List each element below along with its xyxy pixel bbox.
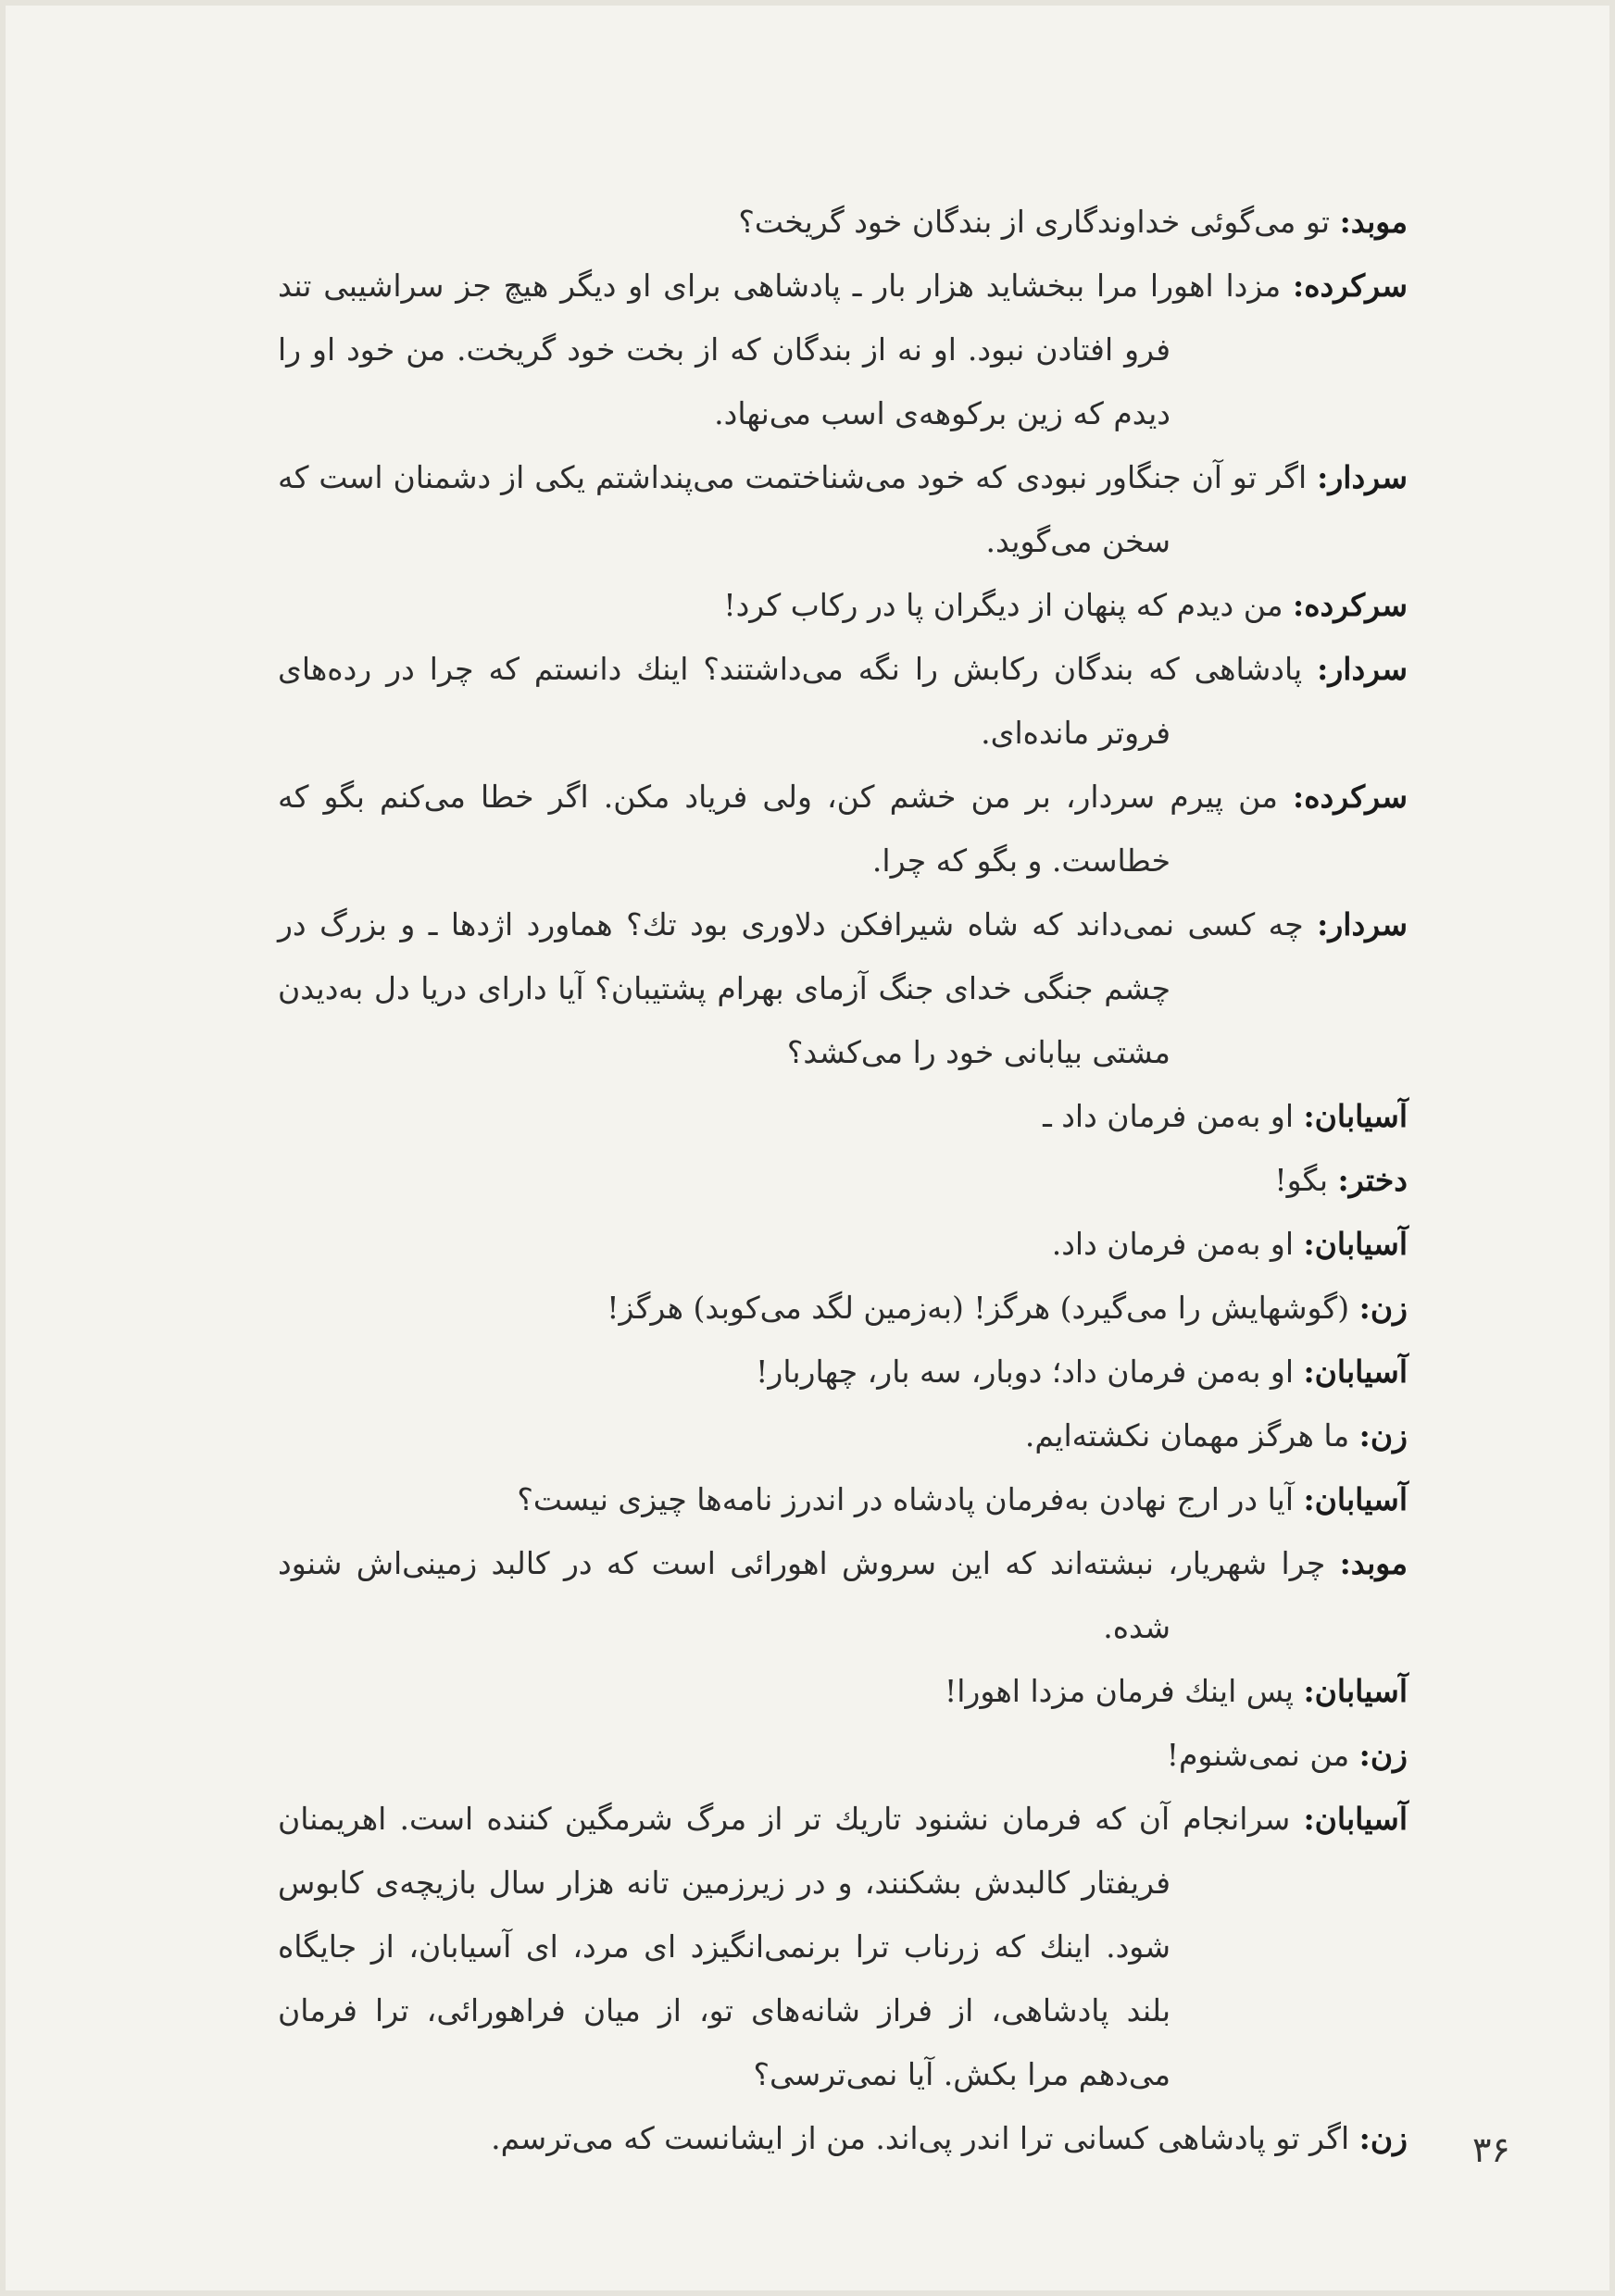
speaker-name: آسیابان:: [1303, 1098, 1408, 1134]
speaker-name: موبد:: [1339, 204, 1408, 240]
dialogue-speech: بگو!: [1274, 1162, 1329, 1198]
dialogue-line: [278, 254, 1408, 445]
dialogue-line: [278, 1148, 1408, 1212]
dialogue-line: [278, 190, 1408, 254]
speaker-name: سرکرده:: [1293, 587, 1408, 623]
dialogue-line: [278, 765, 1408, 892]
dialogue-speech: من پیرم سردار، بر من خشم کن، ولی فریاد مکن. اگر خطا می‌کنم بگو که خطاست. و بگو که چرا.: [278, 779, 1278, 879]
dialogue-speech: او به‌من فرمان داد.: [1051, 1226, 1294, 1262]
dialogue-line: [278, 1084, 1408, 1148]
dialogue-speech: مزدا اهورا مرا ببخشاید هزار بار ـ پادشاهی برای او دیگر هیچ جز سراشیبی تند فرو افتادن نبود. او نه از بندگان که از بخت خود گریخت. من خود او را دیدم که زین برکوهه‌ی اسب می‌نهاد.: [278, 268, 1282, 431]
dialogue-speech: چرا شهریار، نبشته‌اند که این سروش اهورائی است که در کالبد زمینی‌اش شنود شده.: [278, 1545, 1326, 1645]
speaker-name: سردار:: [1317, 459, 1408, 495]
speaker-name: زن:: [1358, 2120, 1408, 2156]
speaker-name: موبد:: [1339, 1545, 1408, 1581]
dialogue-line: [278, 1723, 1408, 1787]
dialogue-line: [278, 1276, 1408, 1340]
speaker-name: زن:: [1358, 1290, 1408, 1326]
speaker-name: سرکرده:: [1293, 779, 1408, 815]
dialogue-line: [278, 1467, 1408, 1531]
dialogue-line: [278, 2106, 1408, 2170]
dialogue-text: [278, 190, 1408, 2170]
speaker-name: سردار:: [1317, 651, 1408, 687]
dialogue-line: [278, 573, 1408, 637]
dialogue-line: [278, 445, 1408, 573]
dialogue-speech: سرانجام آن که فرمان نشنود تاریك تر از مرگ شرمگین کننده است. اهریمنان فریفتار کالبدش بشکنند، و در زیرزمین تانه هزار سال بازیچه‌ی کابوس شود. اینك که زرناب ترا برنمی‌انگیزد ای مرد، ای آسیابان، از جایگاه بلند پادشاهی، از فراز شانه‌های تو، از میان فراهورائی، ترا فرمان می‌دهم مرا بکش. آیا نمی‌ترسی؟: [278, 1801, 1291, 2092]
dialogue-speech: تو می‌گوئی خداوندگاری از بندگان خود گریخت؟: [738, 204, 1331, 240]
dialogue-line: [278, 1404, 1408, 1467]
dialogue-line: [278, 892, 1408, 1084]
speaker-name: آسیابان:: [1303, 1801, 1408, 1837]
speaker-name: آسیابان:: [1303, 1226, 1408, 1262]
dialogue-speech: اگر تو آن جنگاور نبودی که خود می‌شناختمت می‌پنداشتم یکی از دشمنان است که سخن می‌گوید.: [278, 459, 1308, 559]
dialogue-speech: من دیدم که پنهان از دیگران پا در رکاب کرد!: [723, 587, 1283, 623]
speaker-name: سردار:: [1317, 906, 1408, 942]
dialogue-speech: چه کسی نمی‌داند که شاه شیرافکن دلاوری بود تك؟ هماورد اژدها ـ و بزرگ در چشم جنگی خدای جنگ آزمای بهرام پشتیبان؟ آیا دارای دریا دل به‌دیدن مشتی بیابانی خود را می‌کشد؟: [278, 906, 1304, 1070]
dialogue-speech: پادشاهی که بندگان رکابش را نگه می‌داشتند؟ اینك دانستم که چرا در رده‌های فروتر مانده‌ای.: [278, 651, 1303, 751]
dialogue-line: [278, 1531, 1408, 1659]
dialogue-speech: (گوشهایش را می‌گیرد) هرگز! (به‌زمین لگد می‌کوبد) هرگز!: [607, 1290, 1350, 1326]
dialogue-speech: من نمی‌شنوم!: [1166, 1737, 1350, 1773]
speaker-name: سرکرده:: [1293, 268, 1408, 304]
dialogue-line: [278, 1340, 1408, 1404]
dialogue-speech: آیا در ارج نهادن به‌فرمان پادشاه در اندرز نامه‌ها چیزی نیست؟: [517, 1481, 1294, 1517]
dialogue-speech: ما هرگز مهمان نکشته‌ایم.: [1024, 1417, 1350, 1454]
speaker-name: زن:: [1358, 1737, 1408, 1773]
dialogue-line: [278, 1659, 1408, 1723]
speaker-name: دختر:: [1337, 1162, 1408, 1198]
page-number: ۳۶: [1472, 2129, 1510, 2170]
dialogue-line: [278, 637, 1408, 765]
dialogue-speech: او به‌من فرمان داد؛ دوبار، سه بار، چهاربار!: [756, 1354, 1294, 1390]
dialogue-speech: پس اینك فرمان مزدا اهورا!: [944, 1673, 1294, 1709]
dialogue-speech: اگر تو پادشاهی کسانی ترا اندر پی‌اند. من از ایشانست که می‌ترسم.: [491, 2120, 1350, 2156]
speaker-name: آسیابان:: [1303, 1354, 1408, 1390]
speaker-name: آسیابان:: [1303, 1481, 1408, 1517]
dialogue-line: [278, 1787, 1408, 2106]
dialogue-line: [278, 1212, 1408, 1276]
dialogue-speech: او به‌من فرمان داد ـ: [1043, 1098, 1294, 1134]
speaker-name: آسیابان:: [1303, 1673, 1408, 1709]
speaker-name: زن:: [1358, 1417, 1408, 1454]
